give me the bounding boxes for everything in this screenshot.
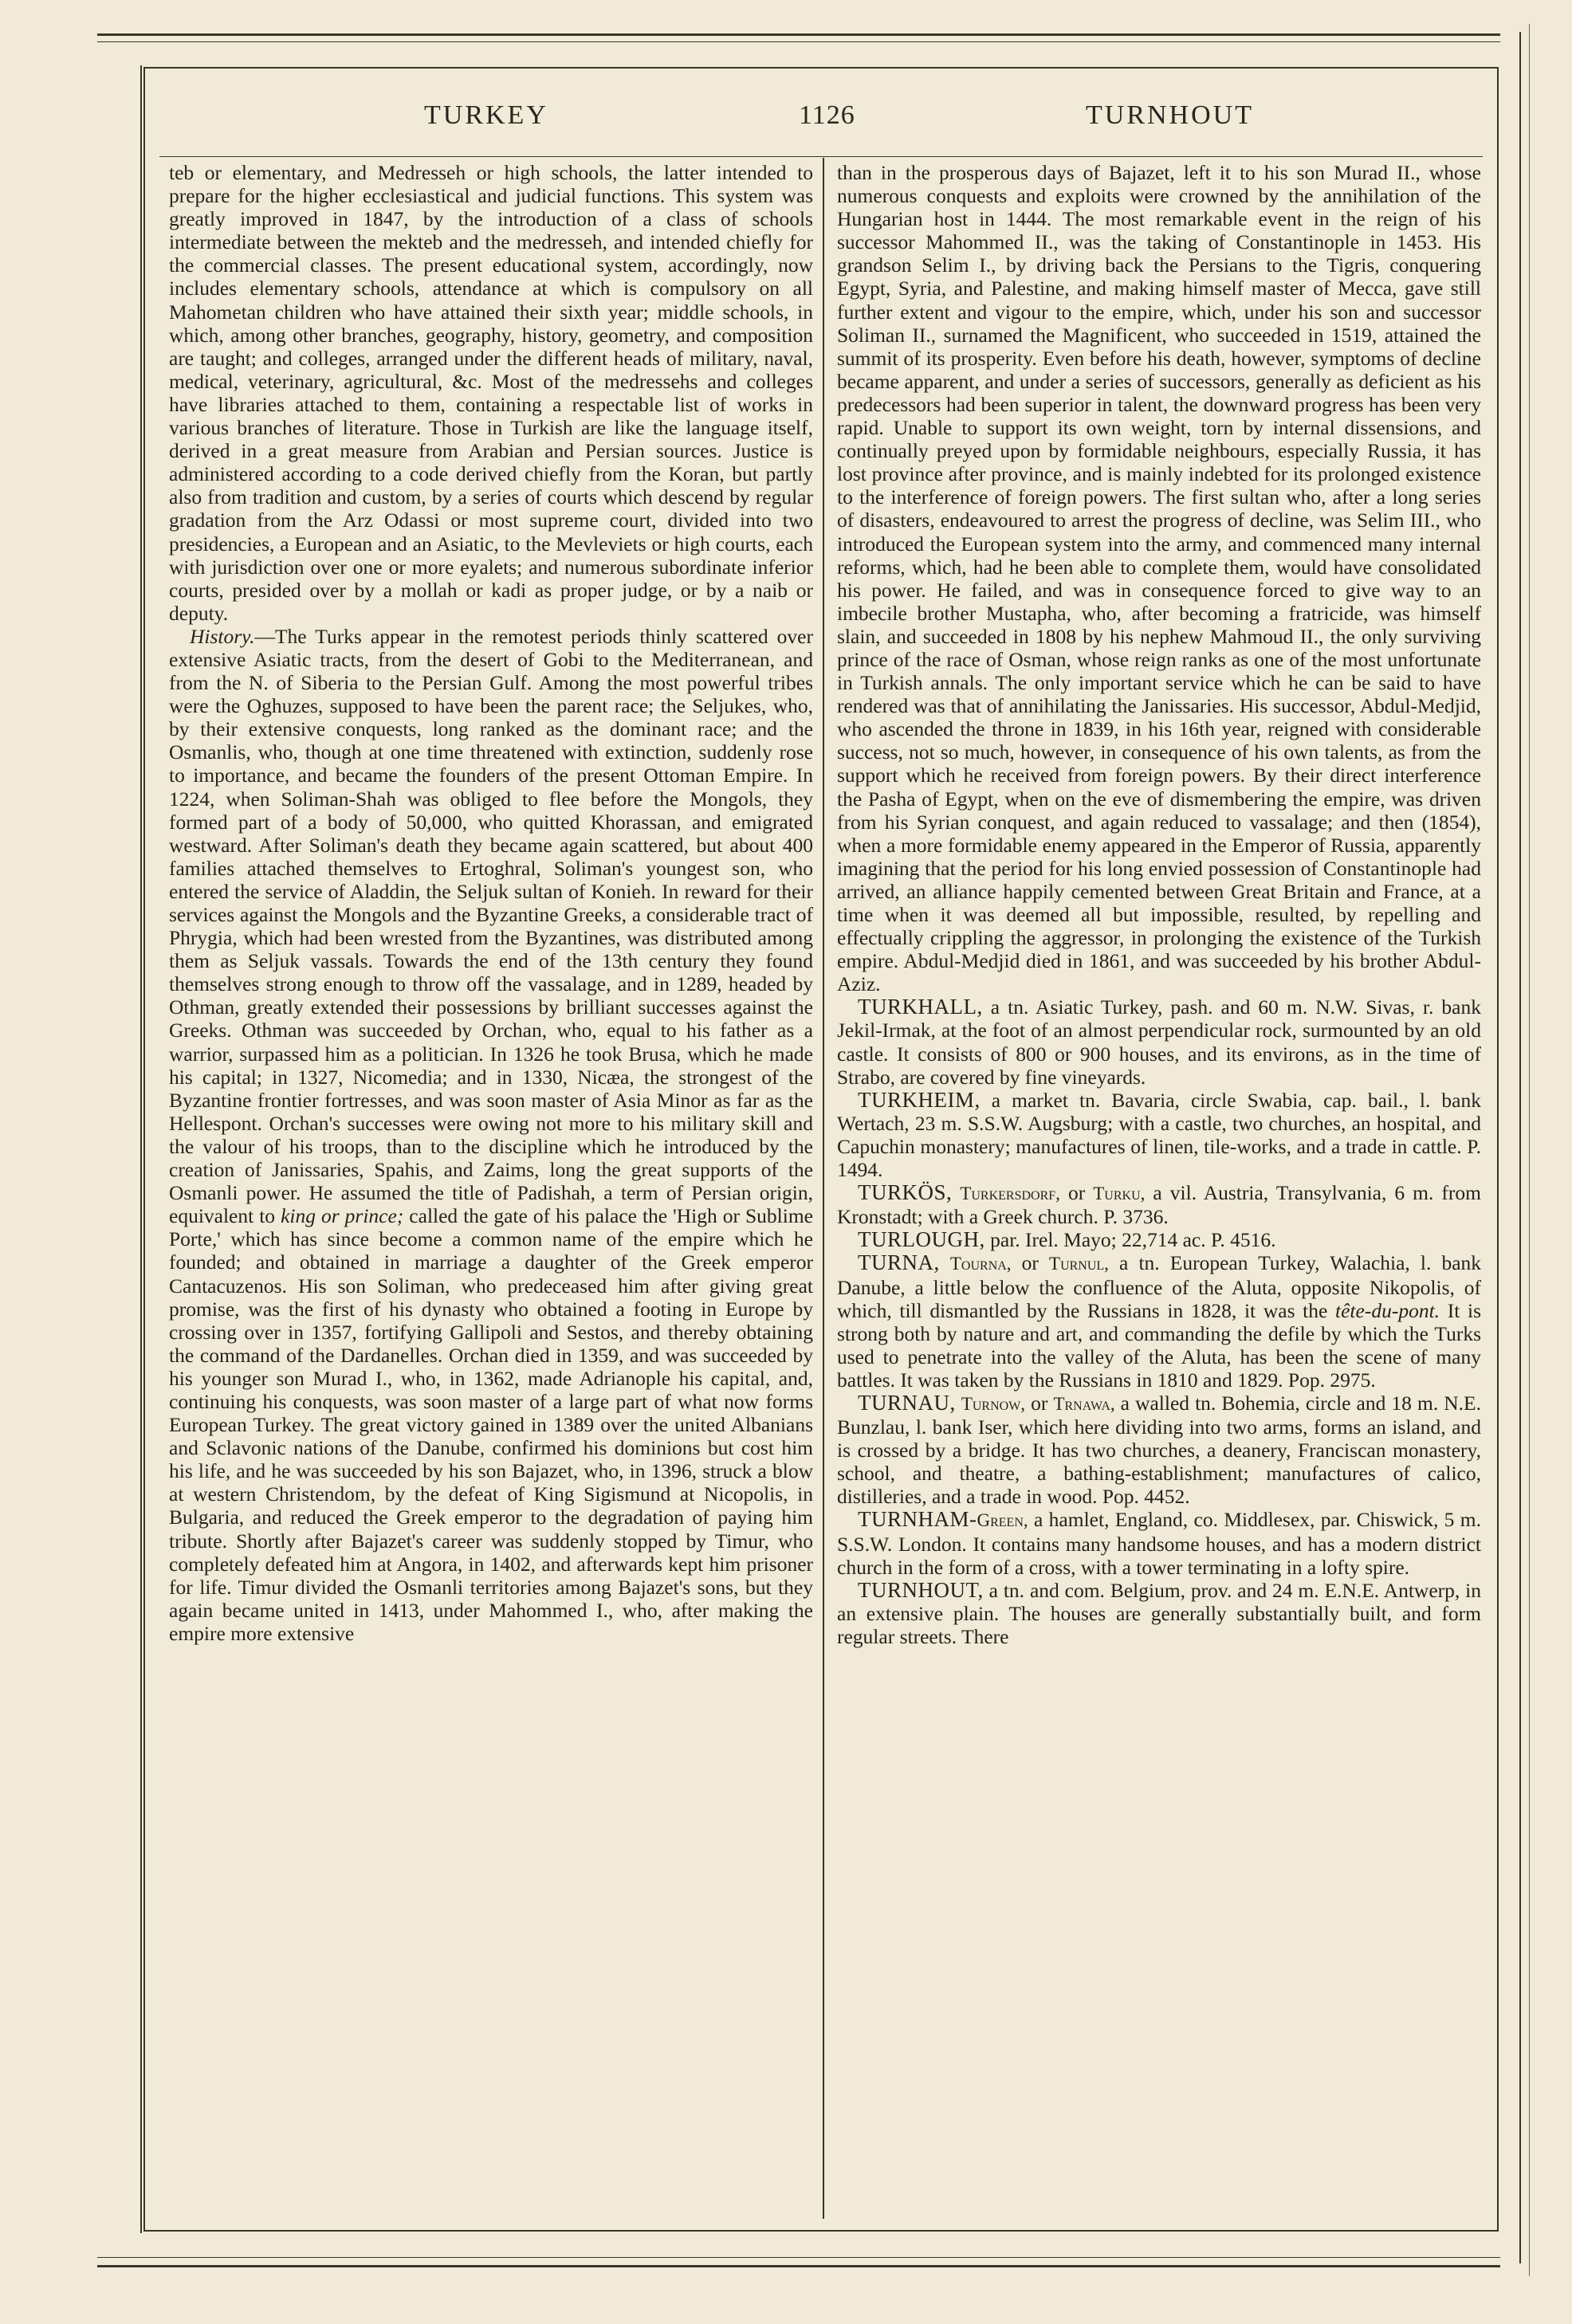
paragraph-education-justice: teb or elementary, and Medresseh or high schools, the latter intended to prepare for the higher ecclesiastical and judicial functions. This system was greatly improved in 1847, by the introduction of a class of schools intermediate between the mekteb and the medresseh, and intended chiefly for the commercial classes. The present educational system, accordingly, now includes elementary schools, attendance at which is compulsory on all Mahometan children who have attained their sixth year; middle schools, in which, among other branches, geography, history, geometry, and composition are taught; and colleges, arranged under the different heads of military, naval, medical, veterinary, agricultural, &c. Most of the medressehs and colleges have libraries attached to them, containing a respectable list of works in various branches of literature. Those in Turkish are like the language itself, derived in a great measure from Arabian and Persian sources. Justice is administered according to a code derived chiefly from the Koran, but partly also from tradition and custom, by a series of courts which descend by regular gradation from the Arz Odassi or most supreme court, divided into two presidencies, a European and an Asiatic, to the Mevleviets or high courts, each with jurisdiction over one or more eyalets; and numerous subordinate inferior courts, presided over by a mollah or kadi as proper judge, or by a naib or deputy.: [169, 161, 813, 625]
right-frame-line: [1519, 32, 1521, 2263]
running-header: [145, 100, 1497, 148]
entry-body: It is strong both by nature and art, and commanding the defile by which the Turks used to penetrate into the valley of the Aluta, has been the scene of many battles. It was taken by the Russians in 1810 and 1829. Pop. 2975.: [837, 1298, 1481, 1392]
entry-turnhout: [837, 1579, 1481, 1648]
top-inner-rule: [97, 41, 1500, 42]
entry-or: or: [1059, 1181, 1094, 1205]
header-right-title: TURNHOUT: [1086, 100, 1254, 130]
entry-turnau: [837, 1392, 1481, 1508]
entry-or: or: [1011, 1251, 1050, 1275]
left-column: [169, 161, 813, 1645]
entry-body: a vil. Austria, Transylvania, 6 m. from Kronstadt; with a Greek church. P. 3736.: [837, 1181, 1481, 1229]
bottom-inner-rule: [97, 2257, 1500, 2258]
entry-body: par. Irel. Mayo; 22,714 ac. P. 4516.: [984, 1228, 1276, 1252]
entry-heading: TURLOUGH,: [858, 1227, 985, 1252]
entry-body: a hamlet, England, co. Middlesex, par. Chiswick, 5 m. S.S.W. London. It contains many handsome houses, and has a modern district church in the form of a cross, with a tower terminating in a lofty spire.: [837, 1508, 1481, 1579]
paragraph-history-continued: than in the prosperous days of Bajazet, left it to his son Murad II., whose numerous conquests and exploits were crowned by the annihilation of the Hungarian host in 1444. The most remarkable event in the reign of his successor Mahommed II., was the taking of Constantinople in 1453. His grandson Selim I., by driving back the Persians to the Tigris, conquering Egypt, Syria, and Palestine, and making himself master of Mecca, gave still further extent and vigour to the empire, which, under his son and successor Soliman II., surnamed the Magnificent, who succeeded in 1519, attained the summit of its prosperity. Even before his death, however, symptoms of decline became apparent, and under a series of successors, generally as deficient as his predecessors had been superior in talent, the downward progress has been very rapid. Unable to support its own weight, torn by internal dissensions, and continually preyed upon by formidable neighbours, especially Russia, it has lost province after province, and is mainly indebted for its prolonged existence to the interference of foreign powers. The first sultan who, after a long series of disasters, endeavoured to arrest the progress of decline, was Selim III., who introduced the European system into the army, and commenced many internal reforms, which, had he been able to complete them, would have consolidated his power. He failed, and was in consequence forced to give way to an imbecile brother Mustapha, who, after becoming a fratricide, was himself slain, and succeeded in 1808 by his nephew Mahmoud II., the only surviving prince of the race of Osman, whose reign ranks as one of the most unfortunate in Turkish annals. The only important service which he can be said to have rendered was that of annihilating the Janissaries. His successor, Abdul-Medjid, who ascended the throne in 1839, in his 16th year, reigned with considerable success, not so much, however, in consequence of his own talents, as from the support which he received from foreign powers. By their direct interference the Pasha of Egypt, when on the eve of dismembering the empire, was driven from his Syrian conquest, and again reduced to vassalage; and then (1854), when a more formidable enemy appeared in the Emperor of Russia, apparently imagining that the period for his long envied possession of Constantinople had arrived, an alliance happily cemented between Great Britain and France, at a time when it was deemed all but impossible, resulted, by repelling and effectually crippling the aggressor, in prolonging the existence of the Turkish empire. Abdul-Medjid died in 1861, and was succeeded by his brother Abdul-Aziz.: [837, 161, 1481, 996]
top-outer-rule: [97, 33, 1500, 36]
entry-heading: TURKÖS,: [858, 1180, 953, 1205]
entry-heading: TURKHEIM,: [858, 1087, 981, 1112]
history-text-b: called the gate of his palace the 'High or Sublime Porte,' which has since become a common name of the empire which he founded; and obtained in marriage a daughter of the Greek emperor Cantacuzenos. His son Soliman, who predeceased him after giving great promise, was the first of his dynasty who obtained a footing in Europe by crossing over in 1357, fortifying Gallipoli and Sestos, and thereby obtaining the command of the Dardanelles. Orchan died in 1359, and was succeeded by his younger son Murad I., who, in 1362, made Adrianople his capital, and, continuing his conquests, was soon master of a large part of what now forms European Turkey. The great victory gained in 1389 over the united Albanians and Sclavonic nations of the Danube, confirmed his dominions but cost him his life, and he was succeeded by his son Bajazet, who, in 1396, struck a blow at western Christendom, by the defeat of King Sigismund at Nicopolis, in Bulgaria, and reduced the Greek emperor to the degradation of paying him tribute. Shortly after Bajazet's career was suddenly stopped by Timur, who completely defeated him at Angora, in 1402, and afterwards kept him prisoner for life. Timur divided the Osmanli territories among Bajazet's sons, but they again became united in 1413, under Mahommed I., who, after making the empire more extensive: [169, 1204, 813, 1645]
entry-turna: [837, 1251, 1481, 1392]
entry-body: a market tn. Bavaria, circle Swabia, cap. bail., l. bank Wertach, 23 m. S.S.W. Augsburg; with a castle, two churches, an hospital, and Capuchin monastery; manufactures of linen, tile-works, and a trade in cattle. P. 1494.: [837, 1088, 1481, 1182]
entry-heading-suffix: Green,: [977, 1510, 1028, 1531]
entry-alt-name: Turnow,: [961, 1393, 1026, 1414]
entry-body: a walled tn. Bohemia, circle and 18 m. N.E. Bunzlau, l. bank Iser, which here dividing into two arms, forms an island, and is crossed by a bridge. It has two churches, a deanery, Franciscan monastery, school, and theatre, a bathing-establishment; manufactures of calico, distilleries, and a trade in wood. Pop. 4452.: [837, 1391, 1481, 1509]
history-label: History.: [190, 624, 255, 648]
tete-du-pont-phrase: tête-du-pont.: [1335, 1298, 1440, 1322]
entry-body: a tn. Asiatic Turkey, pash. and 60 m. N.W. Sivas, r. bank Jekil-Irmak, at the foot of an almost perpendicular rock, surmounted by an old castle. It consists of 800 or 900 houses, and its environs, as in the time of Strabo, are covered by fine vineyards.: [837, 995, 1481, 1089]
entry-heading: TURNAU,: [858, 1390, 956, 1415]
entry-heading: TURNHAM-: [858, 1507, 977, 1532]
right-frame-thin-line: [1529, 24, 1530, 2276]
entry-body: a tn. European Turkey, Walachia, l. bank Danube, a little below the confluence of the Aluta, opposite Nikopolis, of which, till dismantled by the Russians in 1828, it was the: [837, 1251, 1482, 1322]
left-frame-line: [140, 65, 142, 2233]
page-frame: [143, 67, 1499, 2232]
entry-turnham-green: [837, 1508, 1481, 1578]
entry-turkheim: [837, 1089, 1481, 1181]
king-prince-phrase: king or prince;: [281, 1204, 404, 1228]
entry-heading: TURNHOUT,: [858, 1577, 984, 1602]
entry-heading: TURKHALL,: [858, 995, 983, 1019]
entry-alt-name: Turnul,: [1049, 1254, 1109, 1274]
page-number: 1126: [799, 100, 855, 130]
entry-turkos: [837, 1181, 1481, 1228]
entry-alt-name: Turku,: [1093, 1184, 1146, 1204]
column-divider: [823, 158, 824, 2219]
header-rule: [159, 156, 1483, 157]
entry-alt-name: Turkersdorf,: [960, 1184, 1060, 1204]
bottom-outer-rule: [97, 2265, 1500, 2267]
right-column: [837, 161, 1481, 1648]
header-left-title: TURKEY: [424, 100, 548, 130]
entry-heading: TURNA,: [858, 1250, 940, 1275]
history-text-a: —The Turks appear in the remotest periods thinly scattered over extensive Asiatic tracts, from the desert of Gobi to the Mediterranean, and from the N. of Siberia to the Persian Gulf. Among the most powerful tribes were the Oghuzes, supposed to have been the parent race; the Seljukes, who, by their extensive conquests, long ranked as the dominant race; and the Osmanlis, who, though at one time threatened with extinction, suddenly rose to importance, and became the founders of the present Ottoman Empire. In 1224, when Soliman-Shah was obliged to flee before the Mongols, they formed part of a body of 50,000, who quitted Khorassan, and emigrated westward. After Soliman's death they became again scattered, but about 400 families attached themselves to Ertoghral, Soliman's youngest son, who entered the service of Aladdin, the Seljuk sultan of Konieh. In reward for their services against the Mongols and the Byzantine Greeks, a considerable tract of Phrygia, which had been wrested from the Byzantines, was distributed among them as Seljuk vassals. Towards the end of the 13th century they found themselves strong enough to throw off the vassalage, and in 1289, headed by Othman, greatly extended their possessions by brilliant successes against the Greeks. Othman was succeeded by Orchan, who, equal to his father as a warrior, surpassed him as a politician. In 1326 he took Brusa, which he made his capital; in 1327, Nicomedia; and in 1330, Nicæa, the strongest of the Byzantine frontier fortresses, and was soon master of Asia Minor as far as the Hellespont. Orchan's successes were owing not more to his military skill and the valour of his troops, than to the discipline which he introduced by the creation of Janissaries, Spahis, and Zaims, long the great supports of the Osmanli power. He assumed the title of Padishah, a term of Persian origin, equivalent to: [169, 624, 813, 1228]
paragraph-history: [169, 625, 813, 1645]
entry-alt-name: Trnawa,: [1053, 1393, 1115, 1414]
entry-turlough: [837, 1228, 1481, 1251]
entry-alt-name: Tourna,: [949, 1254, 1012, 1274]
entry-or: or: [1025, 1391, 1054, 1415]
entry-body: a tn. and com. Belgium, prov. and 24 m. E.N.E. Antwerp, in an extensive plain. The houses are generally substantially built, and form regular streets. There: [837, 1578, 1481, 1648]
entry-turkhall: [837, 995, 1481, 1088]
